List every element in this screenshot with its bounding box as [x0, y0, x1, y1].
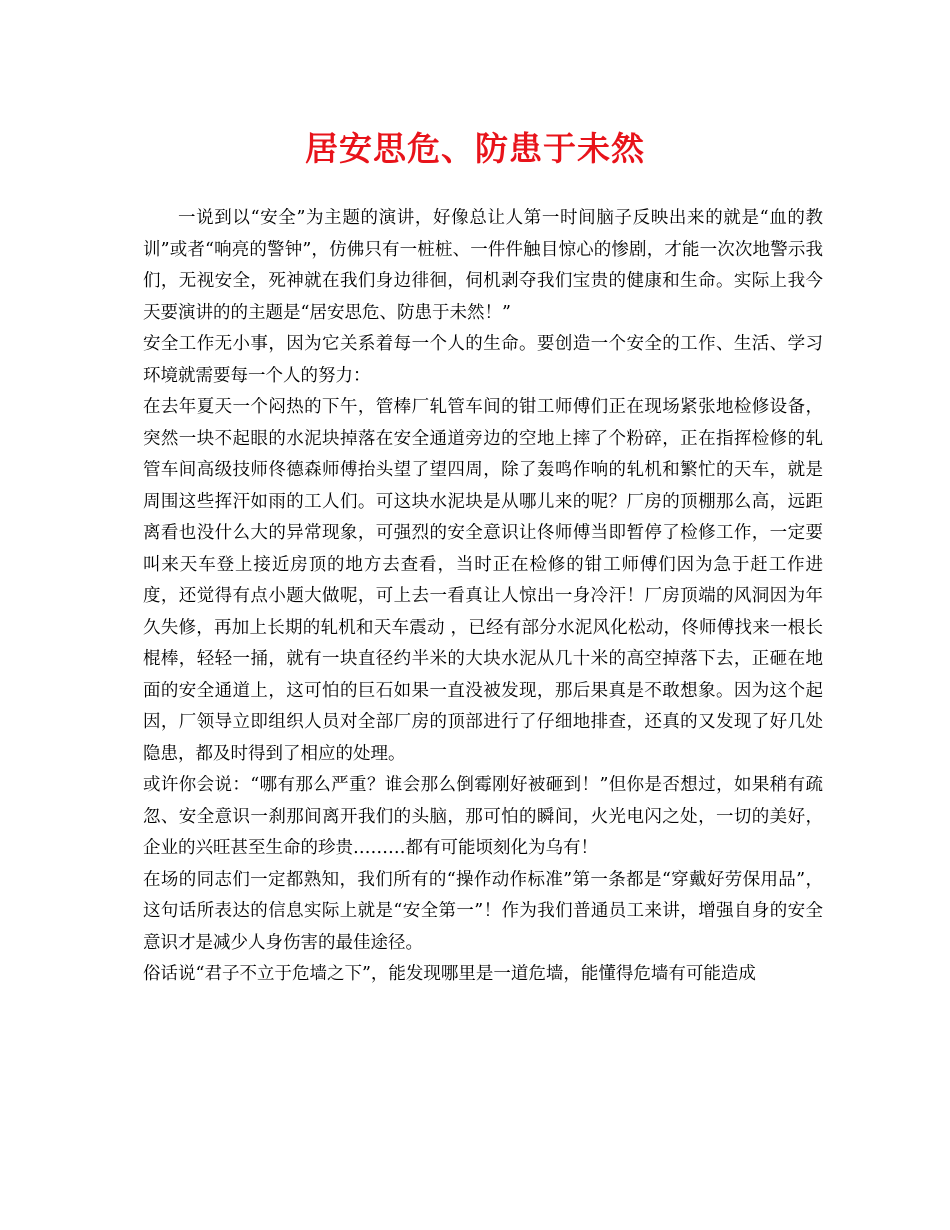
document-title: 居安思危、防患于未然 — [305, 129, 645, 168]
paragraph-intro: 一说到以“安全”为主题的演讲，好像总让人第一时间脑子反映出来的就是“血的教训”或者“响亮的警钟”，仿佛只有一桩桩、一件件触目惊心的惨剧，才能一次次地警示我们，无视安全，死神就在我们身边徘徊，伺机剥夺我们宝贵的健康和生命。实际上我今天要演讲的的主题是“居安思危、防患于未然！” — [143, 208, 823, 323]
paragraph-proverb: 俗话说“君子不立于危墙之下”，能发现哪里是一道危墙，能懂得危墙有可能造成 — [143, 964, 756, 984]
paragraph-story: 在去年夏天一个闷热的下午，管棒厂轧管车间的钳工师傅们正在现场紧张地检修设备，突然一块不起眼的水泥块掉落在安全通道旁边的空地上摔了个粉碎，正在指挥检修的轧管车间高级技师佟德森师傅抬头望了望四周，除了轰鸣作响的轧机和繁忙的天车，就是周围这些挥汗如雨的工人们。可这块水泥块是从哪儿来的呢？厂房的顶棚那么高，远距离看也没什么大的异常现象，可强烈的安全意识让佟师傅当即暂停了检修工作，一定要叫来天车登上接近房顶的地方去查看，当时正在检修的钳工师傅们因为急于赶工作进度，还觉得有点小题大做呢，可上去一看真让人惊出一身冷汗！厂房顶端的风洞因为年久失修，再加上长期的轧机和天车震动 ，已经有部分水泥风化松动，佟师傅找来一根长棍棒，轻轻一捅，就有一块直径约半米的大块水泥从几十米的高空掉落下去，正砸在地面的安全通道上，这可怕的巨石如果一直没被发现，那后果真是不敢想象。因为这个起因，厂领导立即组织人员对全部厂房的顶部进行了仔细地排查，还真的又发现了好几处隐患，都及时得到了相应的处理。 — [143, 397, 823, 764]
paragraph-standards: 在场的同志们一定都熟知，我们所有的“操作动作标准”第一条都是“穿戴好劳保用品”，这句话所表达的信息实际上就是“安全第一”！作为我们普通员工来讲，增强自身的安全意识才是减少人身伤害的最佳途径。 — [143, 869, 823, 953]
paragraph-importance: 安全工作无小事，因为它关系着每一个人的生命。要创造一个安全的工作、生活、学习环境就需要每一个人的努力： — [143, 334, 823, 386]
paragraph-reflection: 或许你会说：“哪有那么严重？谁会那么倒霉刚好被砸到！”但你是否想过，如果稍有疏忽、安全意识一刹那间离开我们的头脑，那可怕的瞬间，火光电闪之处，一切的美好，企业的兴旺甚至生命的珍贵………都有可能顷刻化为乌有！ — [143, 775, 823, 858]
document-body — [143, 203, 823, 991]
